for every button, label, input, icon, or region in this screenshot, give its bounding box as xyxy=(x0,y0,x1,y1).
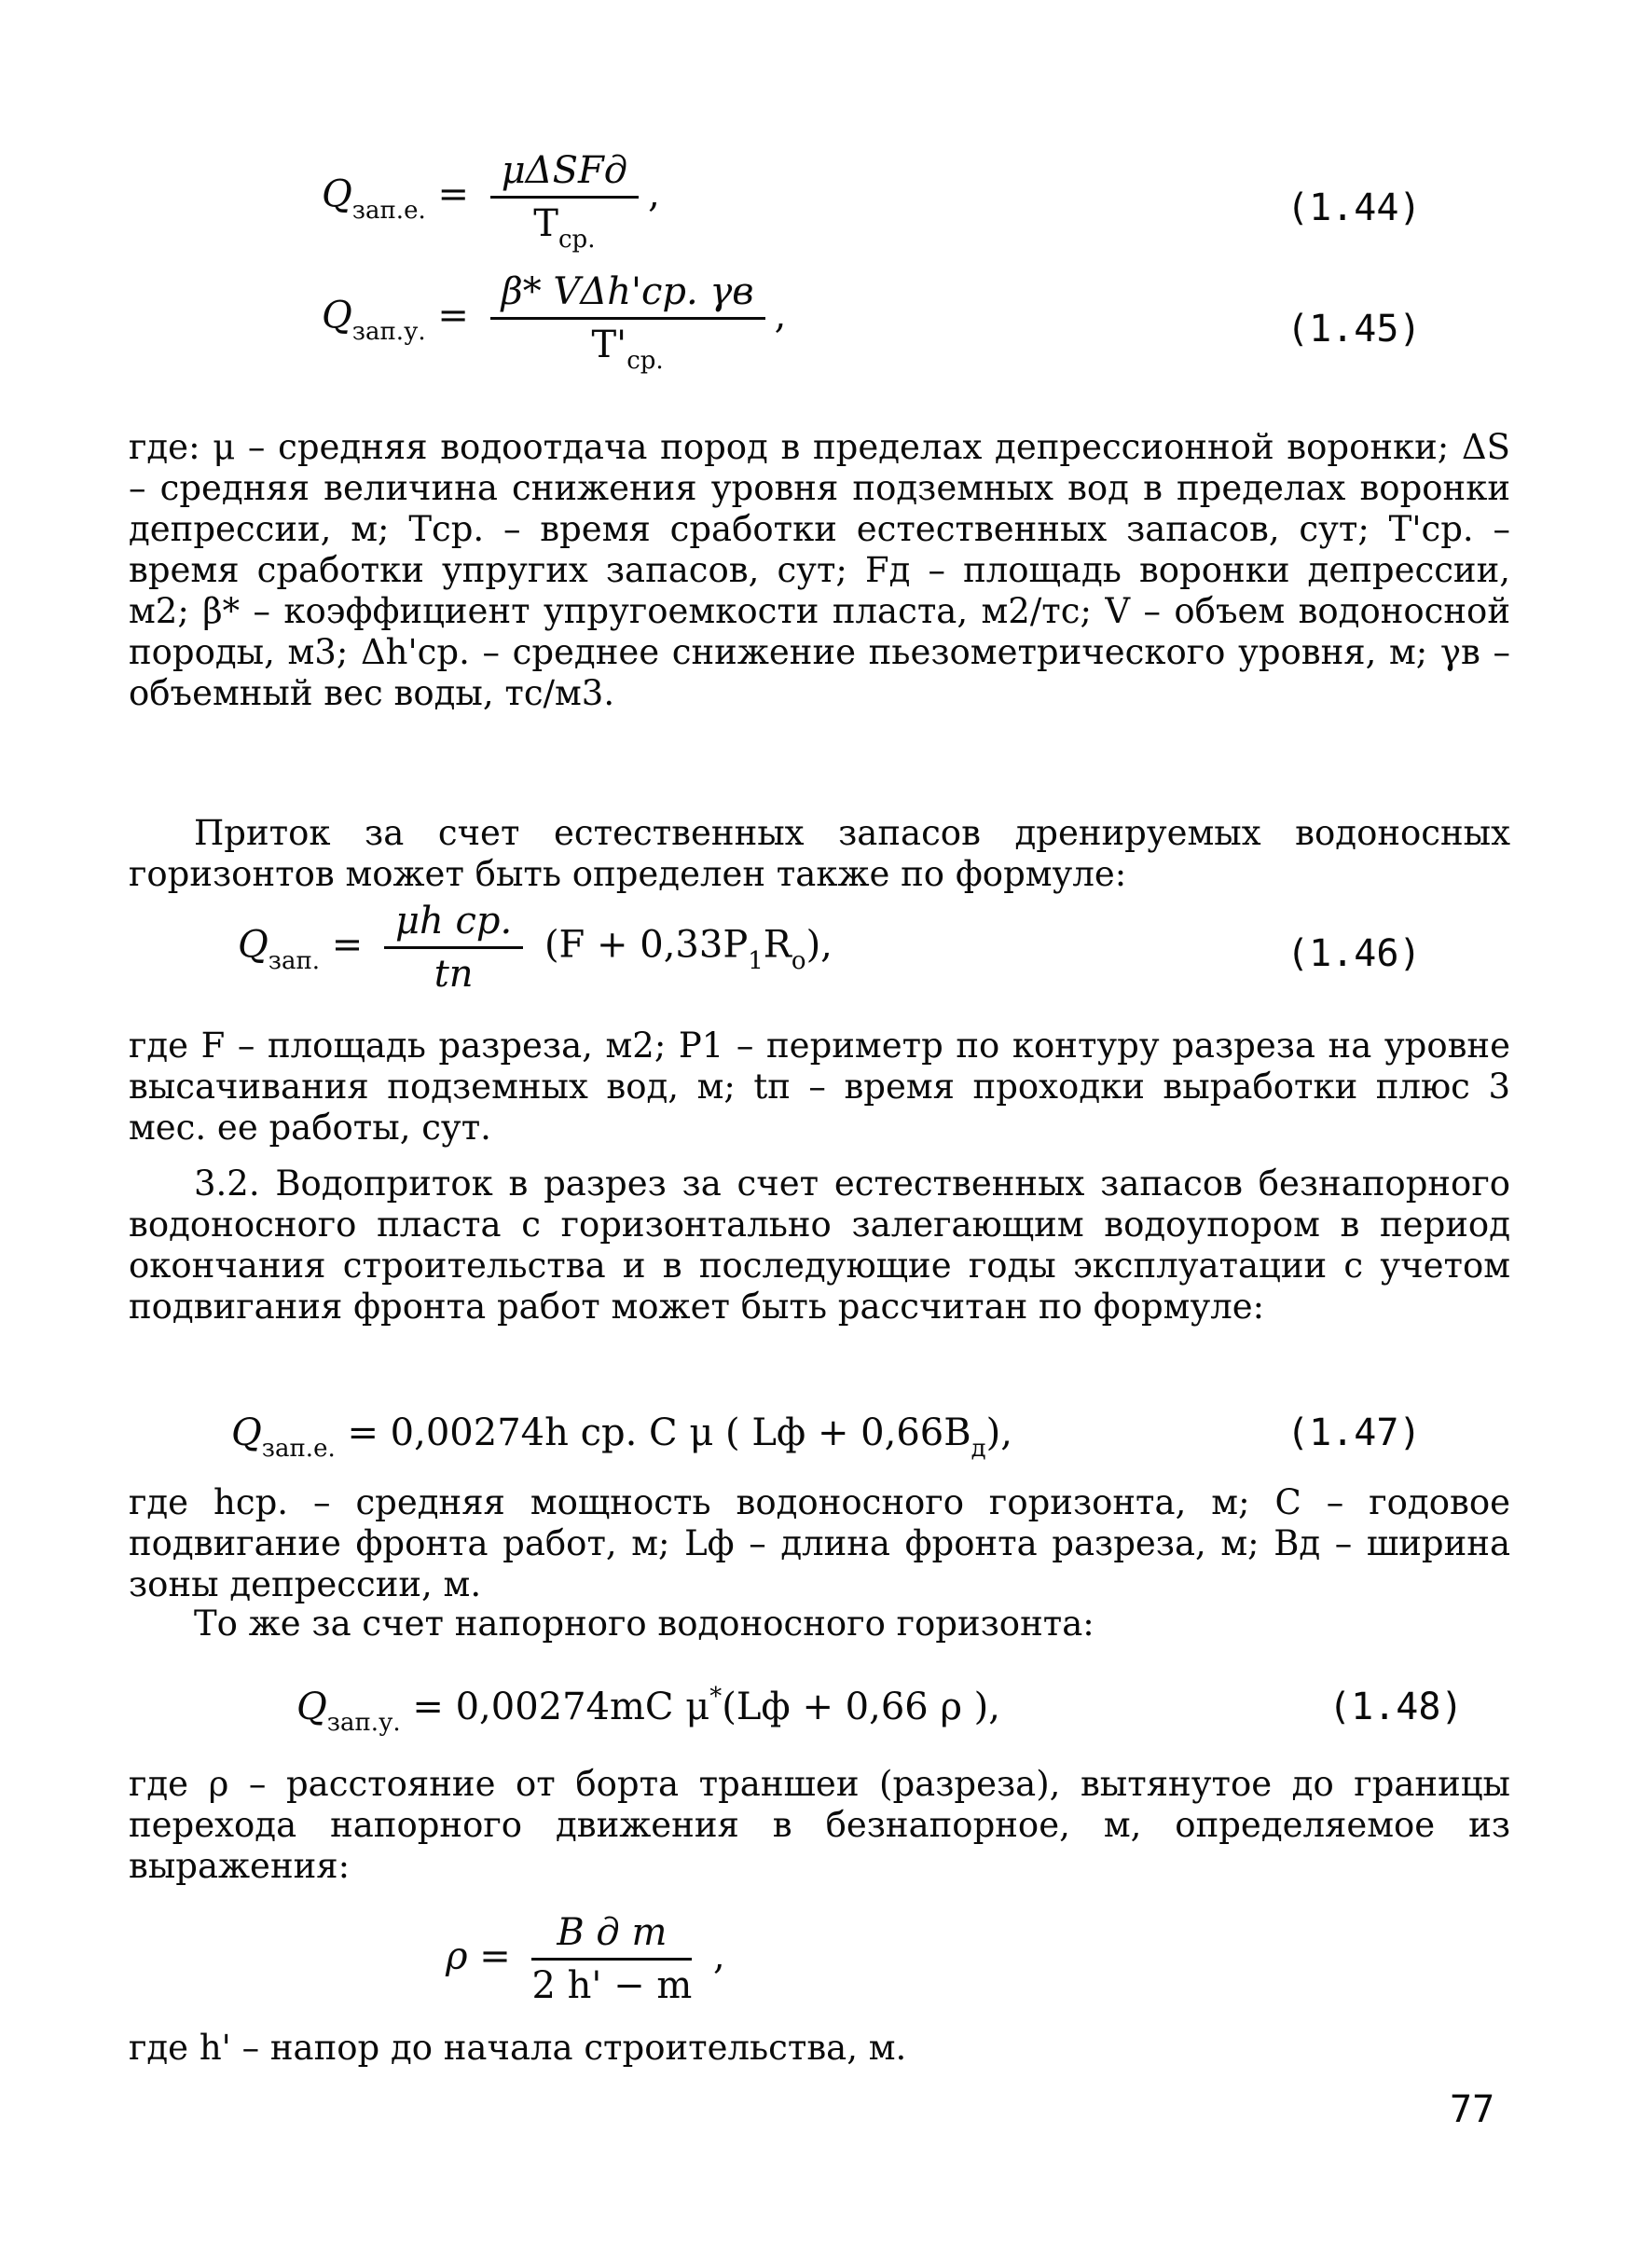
formula-tail: , xyxy=(648,172,660,216)
fraction-denominator-sub: ср. xyxy=(626,347,664,375)
formula-label-1-45: (1.45) xyxy=(1287,308,1422,351)
paragraph-definitions-5: где h' – напор до начала строительства, м. xyxy=(129,2028,907,2068)
formula-rhs-sup: * xyxy=(709,1683,723,1711)
formula-lhs-sub: зап.у. xyxy=(326,1709,401,1737)
formula-1-44: $Q_{зап.е.}$ = $\frac{\text{μΔSFд}}{T_{ср.}}$ , xyxy=(322,149,660,254)
formula-rhs: ), xyxy=(985,1411,1012,1454)
formula-rhs: = 0,00274mC μ xyxy=(412,1686,710,1728)
fraction-numerator: B д m xyxy=(531,1911,692,1961)
formula-lhs-sub: зап.у. xyxy=(351,317,426,346)
formula-rhs-sub: 1 xyxy=(748,946,764,975)
fraction-numerator: μh ср. xyxy=(384,900,523,949)
paragraph-pressure-horizon: То же за счет напорного водоносного горизонта: xyxy=(194,1603,1094,1644)
paragraph-section-3-2: 3.2. Водоприток в разрез за счет естественных запасов безнапорного водоносного пласта с горизонтально залегающим водоупором в период окончания строительства и в последующие годы эксплуатации с учетом подвигания фронта работ может быть рассчитан по формуле: xyxy=(129,1163,1510,1327)
formula-lhs-sub: зап.е. xyxy=(351,196,426,225)
fraction-numerator: μΔSFд xyxy=(490,149,639,199)
formula-fraction xyxy=(490,270,765,375)
formula-rhs-sub: д xyxy=(971,1435,986,1463)
formula-lhs: Q xyxy=(322,172,352,216)
paragraph-definitions-3: где hср. – средняя мощность водоносного горизонта, м; C – годовое подвигание фронта работ, м; Lф – длина фронта разреза, м; Bд – ширина зоны депрессии, м. xyxy=(129,1482,1510,1604)
fraction-numerator: β* VΔh'ср. γв xyxy=(490,270,765,320)
formula-fraction xyxy=(384,900,523,996)
fraction-denominator-sub: ср. xyxy=(558,226,596,254)
formula-fraction xyxy=(490,149,639,254)
paragraph-definitions-2: где F – площадь разреза, м2; P1 – периметр по контуру разреза на уровне высачивания подземных вод, м; tп – время проходки выработки плюс 3 мес. ее работы, сут. xyxy=(129,1025,1510,1148)
formula-lhs: Q xyxy=(296,1686,327,1728)
paragraph-definitions-4: где ρ – расстояние от борта траншеи (разреза), вытянутое до границы перехода напорного движения в безнапорное, м, определяемое из выражения: xyxy=(129,1764,1510,1886)
formula-rhs: (Lф + 0,66 ρ ), xyxy=(722,1686,1000,1728)
formula-fraction xyxy=(531,1911,692,2007)
formula-rhs: (F + 0,33P xyxy=(544,923,749,967)
formula-label-1-48: (1.48) xyxy=(1328,1686,1464,1728)
formula-rhs: ), xyxy=(805,923,833,967)
formula-tail: , xyxy=(712,1934,725,1978)
formula-rho: ρ = $\frac{\text{B д m}}{2 h' - m}$ , xyxy=(446,1911,725,2007)
formula-1-45: $Q_{зап.у.}$ = $\frac{\text{β* VΔh'ср. γв}}{T'_{ср.}}$ , xyxy=(322,270,787,375)
formula-label-1-46: (1.46) xyxy=(1287,932,1422,975)
fraction-denominator: T xyxy=(533,202,558,245)
formula-1-47 xyxy=(231,1411,1012,1463)
formula-tail: , xyxy=(774,294,787,337)
formula-lhs: Q xyxy=(238,923,268,967)
formula-rhs: R xyxy=(763,923,792,967)
formula-rhs-sub: o xyxy=(791,946,806,975)
paragraph-definitions-1: где: μ – средняя водоотдача пород в пределах депрессионной воронки; ΔS – средняя величина снижения уровня подземных вод в пределах воронки депрессии, м; Tср. – время сработки естественных запасов, сут; T'ср. – время сработки упругих запасов, сут; Fд – площадь воронки депрессии, м2; β* – коэффициент упругоемкости пласта, м2/тс; V – объем водоносной породы, м3; Δh'ср. – среднее снижение пьезометрического уровня, м; γв – объемный вес воды, тс/м3. xyxy=(129,427,1510,713)
formula-lhs: Q xyxy=(231,1411,262,1454)
formula-1-48 xyxy=(296,1683,1000,1737)
page-number: 77 xyxy=(1450,2088,1495,2131)
fraction-denominator: 2 h' − m xyxy=(531,1964,693,2007)
formula-lhs: Q xyxy=(322,294,352,337)
fraction-denominator: tп xyxy=(434,953,474,996)
formula-rhs: = 0,00274h ср. C μ ( Lф + 0,66B xyxy=(347,1411,971,1454)
formula-label-1-44: (1.44) xyxy=(1287,186,1422,229)
formula-lhs-sub: зап.е. xyxy=(261,1435,336,1463)
fraction-denominator: T' xyxy=(591,323,627,366)
formula-lhs-sub: зап. xyxy=(268,946,321,975)
formula-1-46: $Q_{зап.}$ = $\frac{\text{μh ср.}}{tп}$ $(F + 0,33P_1R_o)$, xyxy=(238,900,833,996)
formula-label-1-47: (1.47) xyxy=(1287,1411,1422,1454)
formula-lhs: ρ xyxy=(446,1934,468,1978)
paragraph-inflow-text: Приток за счет естественных запасов дренируемых водоносных горизонтов может быть определен также по формуле: xyxy=(129,813,1510,894)
